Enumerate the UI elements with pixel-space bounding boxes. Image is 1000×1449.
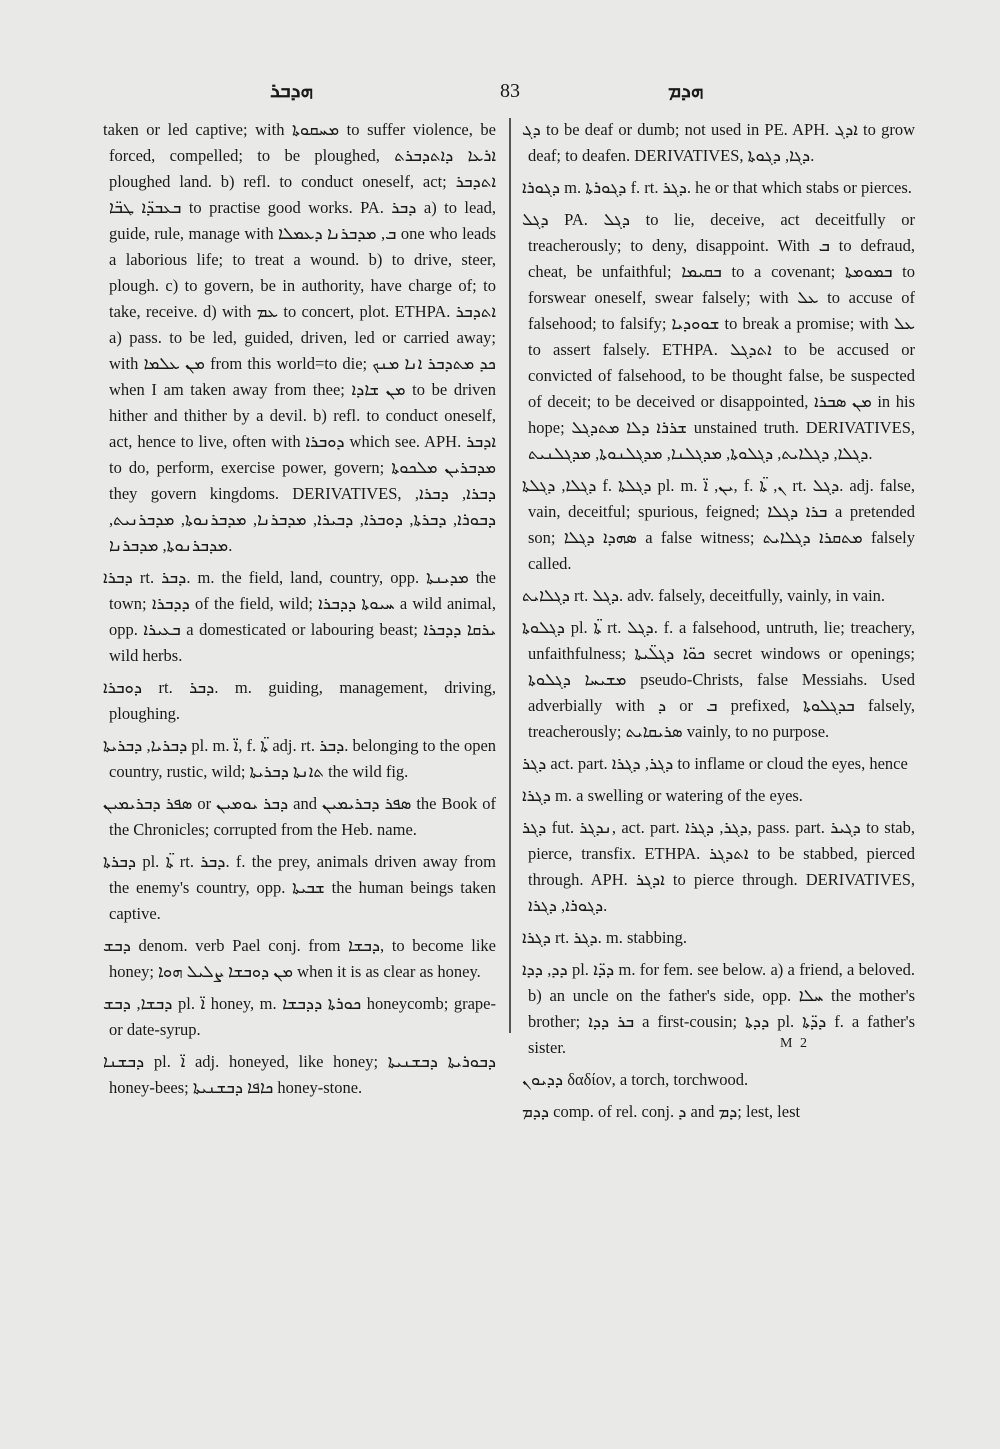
entry: ܕܓܪ fut. ܢܕܓܪ, act. part. ܕܓܪ, ܕܓܪܐ, pass. part. ܕܓܝܪ to stab, pierce, transfix. ETHPA. ܐܬܕܓܪ to be stabbed, pierced through. APH. ܐܕܓܪ to pierce through. DERIVATIVES, ܕܓܘܪܐ, ܕܓܪܐ. (522, 818, 916, 915)
entry: ܕܒܫܐ, ܕܒܫ pl. ܐ̈ honey, m. ܟܘܪܬܐ ܕܕܒܫܐ honeycomb; grape- or date-syrup. (103, 994, 496, 1039)
entry: ܕܓܠܐ, ܕܓܠܬܐ f. ܕܓܠܬܐ pl. m. ܝܢ, ܐ̈, f. ܢ, ܬܐ̈ rt. ܕܓܠ. adj. false, vain, deceitful; spurious, feigned; ܒܪܐ ܕܓܠܐ a pretended son; ܣܗܕܐ ܕܓܠܐ a false witness; ܡܬܩܪܐ ܕܓܠܐܝܬ falsely called. (522, 476, 915, 573)
entry: ܕܕ, ܕܕܐ pl. ܕܕ̈ܐ m. for fem. see below. a) a friend, a beloved. b) an uncle on the father's side, opp. ܚܠܐ the mother's brother; ܒܪ ܕܕܐ a first-cousin; ܕܕܬܐ pl. ܕܕ̈ܬܐ f. a father's sister. (522, 960, 915, 1057)
entry: ܕܒܪܬܐ pl. ܬܐ̈ rt. ܕܒܪ. f. the prey, animals driven away from the enemy's country, opp. ܫܒܝܬܐ the human beings taken captive. (103, 852, 496, 923)
entry: ܕܓܘܪܐ m. ܕܓܘܪܬܐ f. rt. ܕܓܪ. he or that which stabs or pierces. (522, 178, 912, 197)
entry: ܣܦܪ ܕܒܪܝܡܝܢ or ܕܒܪ ܝܘܡܝܢ and ܣܦܪ ܕܒܪܝܡܝܢ the Book of the Chronicles; corrupted from the Heb. name. (103, 794, 496, 839)
signature-mark: M 2 (780, 1036, 809, 1051)
entry: taken or led captive; with ܡܚܩܘܬܐ to suffer violence, be forced, compelled; to be ploughed, ܐܪܥܐ ܕܐܬܕܒܪܬ ploughed land. b) refl. to conduct oneself, act; ܐܬܕܒܪ ܒܥܒܕ̈ܐ ܛܒ̈ܐ to practise good works. PA. ܕܒܪ a) to lead, guide, rule, manage with ܒ, ܡܕܒܪܢܐ ܕܥܡܠܐ one who leads a laborious life; to treat a wound. b) to drive, steer, plough. c) to govern, be in authority, have charge of; to take, receive. d) with ܥܡ to concert, plot. ETHPA. ܐܬܕܒܪ a) pass. to be led, guided, driven, led or carried away; with ܡܢ ܥܠܡܐ from this world=to die; ܟܕ ܡܬܕܒܪ ܐܢܐ ܡܢܟ when I am taken away from thee; ܡܢ ܫܐܕܐ to be driven hither and thither by a devil. b) refl. to conduct oneself, act, hence to live, often with ܕܘܒܪܐ which see. APH. ܐܕܒܪ to do, perform, exercise power, govern; ܡܕܒܪܝܢ ܡܠܟܘܬܐ they govern kingdoms. DERIVATIVES, ܕܒܪܐ, ܕܒܪܐ, ܕܒܘܪܐ, ܕܒܪܬܐ, ܕܘܒܪܐ, ܕܒܝܪܐ, ܡܕܒܪܢܐ, ܡܕܒܪܢܘܬܐ, ܡܕܒܪܢܝܬ, ܡܕܒܪܢܘܬܐ, ܡܕܒܪܢܐ. (103, 120, 497, 555)
entry: ܕܒܪܝܐ, ܕܒܪܝܬܐ pl. m. ܐ̈, f. ܬܐ̈ adj. rt. ܕܒܪ. belonging to the open country, rustic, wild; ܬܐܢܬܐ ܕܒܪܝܬܐ the wild fig. (103, 736, 497, 781)
entry: ܕܕܡ comp. of rel. conj. ܕ and ܕܡ; lest, lest (522, 1102, 801, 1121)
entry: ܕܒܫ denom. verb Pael conj. from ܕܒܫܐ, to become like honey; ܡܢ ܕܘܒܫܐ ܨܠܝܠ ܗܘܐ when it is as clear as honey. (103, 936, 496, 981)
page-number: 83 (500, 80, 520, 102)
running-head-right: ܗܕܡ (668, 80, 704, 102)
entry: ܕܓܠܘܬܐ pl. ܬܐ̈ rt. ܕܓܠ. f. a falsehood, untruth, lie; treachery, unfaithfulness; ܟܘ̈ܐ ܕܓܠ̈ܝܬܐ secret windows or openings; ܡܫܝܚܐ ܕܓܠܘܬܐ pseudo-Christs, false Messiahs. Used adverbially with ܕ or ܒ prefixed, ܒܕܓܠܘܬܐ falsely, treacherously; ܣܪܝܩܐܝܬ vainly, to no purpose. (522, 618, 915, 741)
entry: ܕܓܪܐ m. a swelling or watering of the eyes. (522, 786, 803, 805)
right-column (522, 117, 915, 1131)
entry: ܕܒܫܢܐ pl. ܐ̈ adj. honeyed, like honey; ܕܒܘܪܝܬܐ ܕܒܫܢܝܬܐ honey-bees; ܟܐܦܐ ܕܒܫܢܝܬܐ honey-stone. (103, 1052, 496, 1097)
column-divider (509, 118, 511, 1033)
entry: ܕܓ to be deaf or dumb; not used in PE. APH. ܐܕܓ to grow deaf; to deafen. DERIVATIVES, ܕܓܐ, ܕܓܘܬܐ. (522, 120, 915, 165)
left-column (103, 117, 496, 1107)
entry: ܕܓܪ act. part. ܕܓܪ, ܕܓܪܐ to inflame or cloud the eyes, hence (522, 754, 908, 773)
entry: ܕܓܠܐܝܬ rt. ܕܓܠ. adv. falsely, deceitfully, vainly, in vain. (522, 586, 886, 605)
entry: ܕܒܪܐ rt. ܕܒܪ. m. the field, land, country, opp. ܡܕܝܢܬܐ the town; ܕܕܒܪܐ of the field, wild; ܚܝܘܬܐ ܕܕܒܪܐ a wild animal, opp. ܒܥܝܪܐ a domesticated or labouring beast; ܝܪܩܐ ܕܕܒܪܐ wild herbs. (103, 568, 497, 665)
entry: ܕܕܝܘܢ δαδίον, a torch, torchwood. (522, 1070, 749, 1089)
entry: ܕܓܠ PA. ܕܓܠ to lie, deceive, act deceitfully or treacherously; to deny, disappoint. With ܒ to defraud, cheat, be unfaithful; ܒܩܝܡܐ to a covenant; ܒܡܘܡܬܐ to forswear oneself, swear falsely; with ܥܠ to accuse of falsehood; to falsify; ܫܘܘܕܝܐ to break a promise; with ܥܠ to assert falsely. ETHPA. ܐܬܕܓܠ to be accused or convicted of falsehood, to be thought false, be suspected of deceit; to be deceived or disappointed, ܡܢ ܣܒܪܐ in his hope; ܫܪܪܐ ܕܠܐ ܡܬܕܓܠ unstained truth. DERIVATIVES, ܕܓܠܐ, ܕܓܠܐܝܬ, ܕܓܠܘܬܐ, ܡܕܓܠܢܐ, ܡܕܓܠܢܘܬܐ, ܡܕܓܠܢܝܬ. (522, 210, 916, 463)
entry: ܕܘܒܪܐ rt. ܕܒܪ. m. guiding, management, driving, ploughing. (103, 678, 496, 723)
running-head-left: ܗܕܒܪ (270, 80, 314, 102)
entry: ܕܓܪܐ rt. ܕܓܪ. m. stabbing. (522, 928, 688, 947)
